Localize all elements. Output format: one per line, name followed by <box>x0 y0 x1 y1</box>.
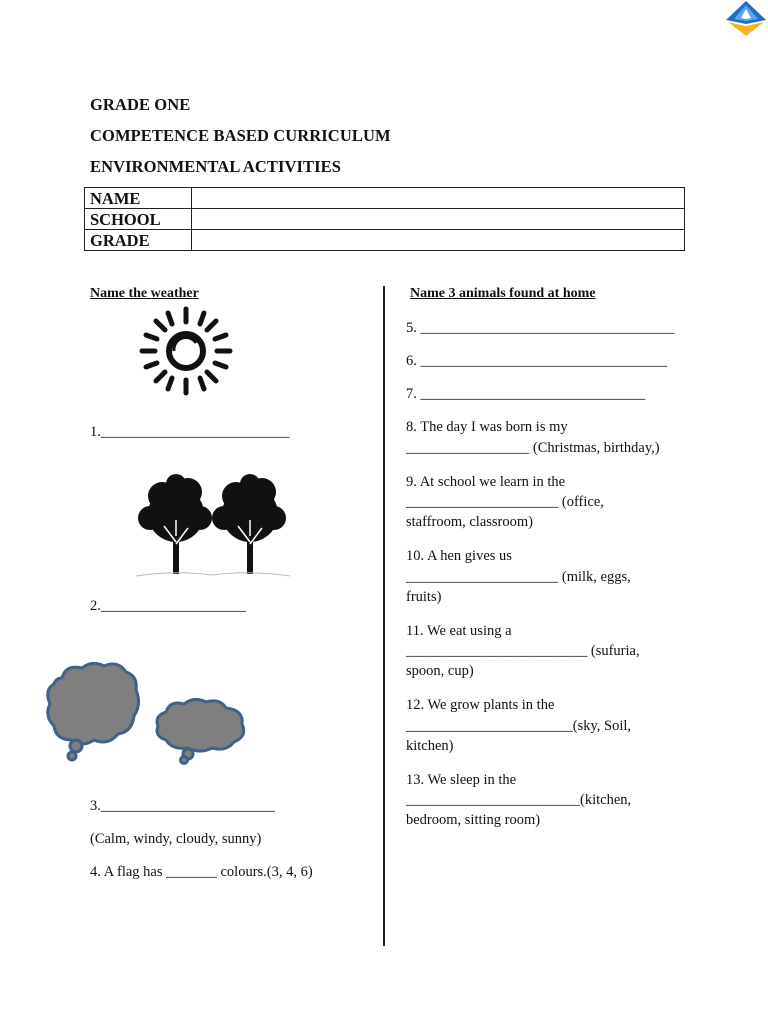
table-row <box>85 188 685 209</box>
question-9: 9. At school we learn in the <box>406 474 566 490</box>
question-5: 5. ___________________________________ <box>406 320 675 336</box>
weather-options: (Calm, windy, cloudy, sunny) <box>90 831 262 847</box>
question-10-options: fruits) <box>406 589 442 605</box>
sun-icon <box>138 305 234 397</box>
question-9-options: staffroom, classroom) <box>406 514 533 530</box>
question-10-blank: _____________________ (milk, eggs, <box>406 569 631 585</box>
heading-curriculum: COMPETENCE BASED CURRICULUM <box>90 126 391 145</box>
question-13-blank: ________________________(kitchen, <box>406 792 632 808</box>
trees-icon <box>134 474 292 580</box>
cloud-icon <box>44 660 250 766</box>
question-12: 12. We grow plants in the <box>406 697 555 713</box>
column-divider <box>383 286 385 946</box>
question-1: 1.__________________________ <box>90 424 290 440</box>
logo-icon <box>724 0 768 38</box>
heading-grade: GRADE ONE <box>90 95 191 114</box>
question-3: 3.________________________ <box>90 798 275 814</box>
question-7: 7. _______________________________ <box>406 386 646 402</box>
name-label: NAME <box>85 188 192 209</box>
table-row <box>85 209 685 230</box>
grade-label: GRADE <box>85 230 192 251</box>
name-field[interactable] <box>192 188 685 209</box>
grade-field[interactable] <box>192 230 685 251</box>
question-12-options: kitchen) <box>406 738 454 754</box>
question-8: 8. The day I was born is my <box>406 419 568 435</box>
question-2: 2.____________________ <box>90 598 246 614</box>
question-10: 10. A hen gives us <box>406 548 512 564</box>
left-section-title: Name the weather <box>90 286 199 301</box>
question-13-options: bedroom, sitting room) <box>406 812 541 828</box>
question-11-blank: _________________________ (sufuria, <box>406 643 640 659</box>
right-section-title: Name 3 animals found at home <box>410 286 596 301</box>
question-13: 13. We sleep in the <box>406 772 517 788</box>
question-11: 11. We eat using a <box>406 623 512 639</box>
student-info-table <box>84 187 685 251</box>
question-12-blank: _______________________(sky, Soil, <box>406 718 632 734</box>
heading-subject: ENVIRONMENTAL ACTIVITIES <box>90 157 342 176</box>
question-6: 6. __________________________________ <box>406 353 667 369</box>
school-field[interactable] <box>192 209 685 230</box>
question-9-blank: _____________________ (office, <box>406 494 604 510</box>
school-label: SCHOOL <box>85 209 192 230</box>
question-11-options: spoon, cup) <box>406 663 474 679</box>
question-8-blank: _________________ (Christmas, birthday,) <box>406 440 660 456</box>
question-4: 4. A flag has _______ colours.(3, 4, 6) <box>90 864 313 880</box>
table-row <box>85 230 685 251</box>
